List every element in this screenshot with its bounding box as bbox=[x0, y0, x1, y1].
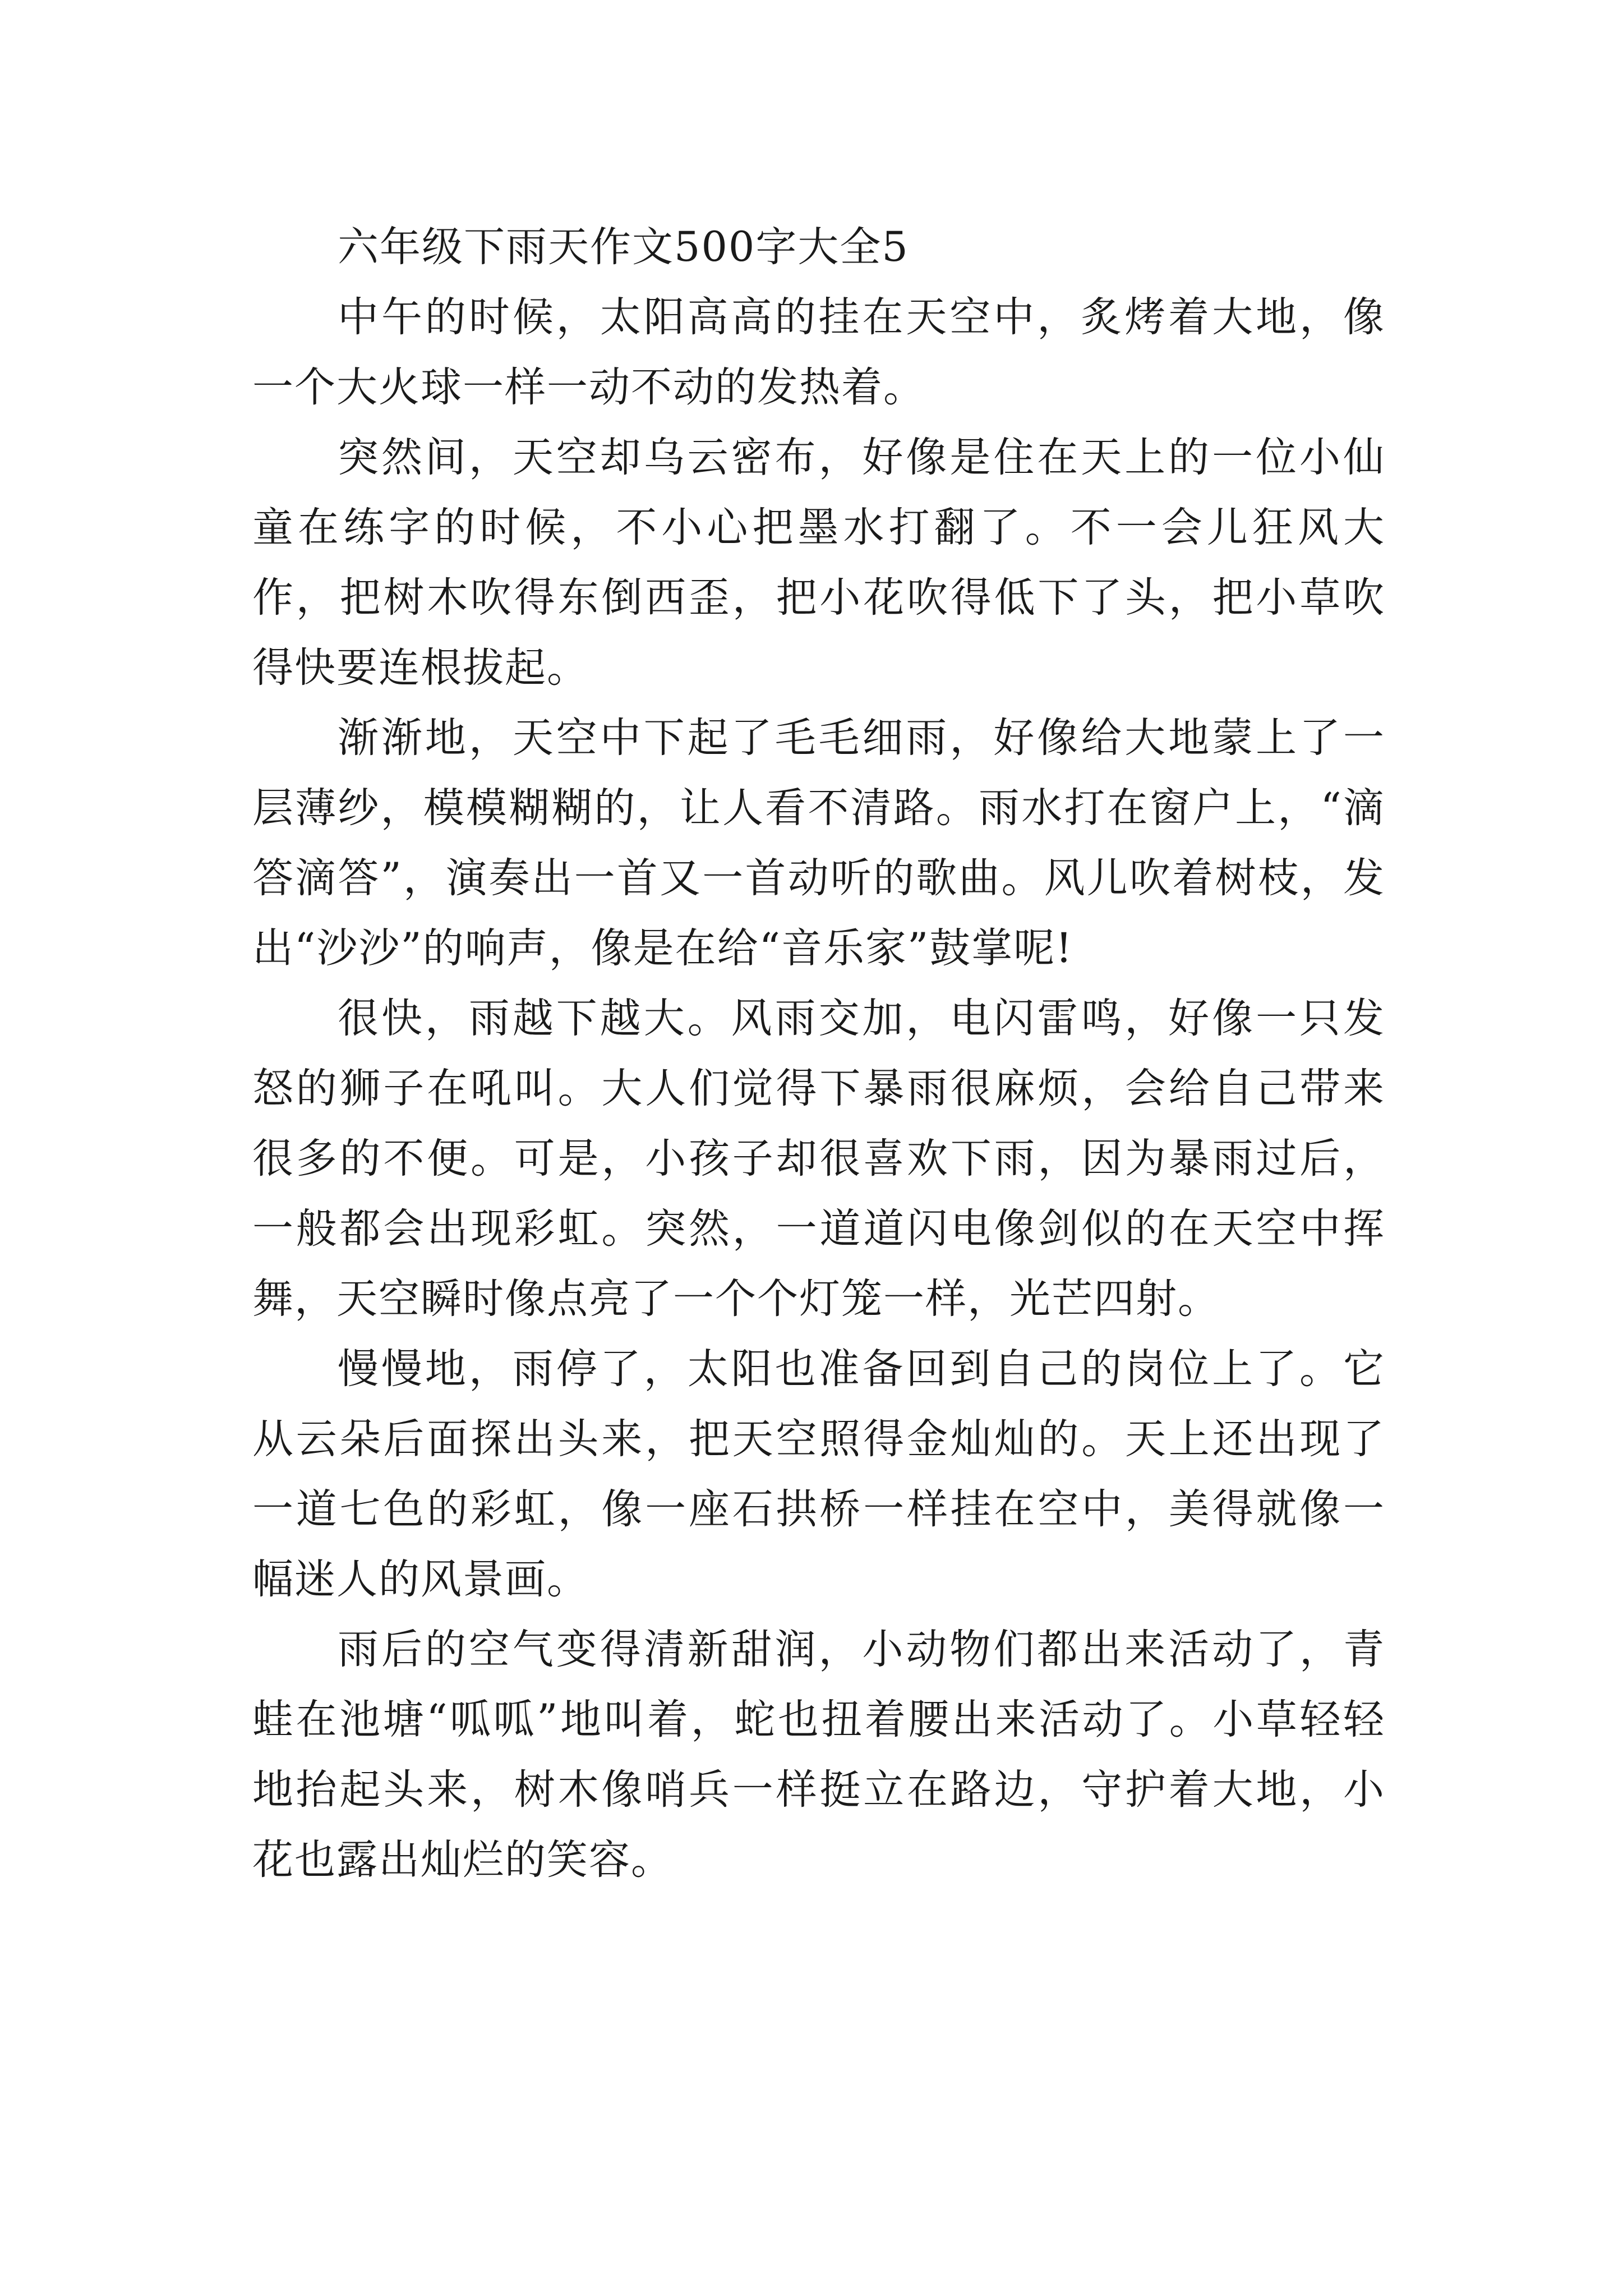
document-title: 六年级下雨天作文500字大全5 bbox=[338, 223, 909, 271]
document-body bbox=[252, 212, 1385, 1895]
paragraph: 慢慢地，雨停了，太阳也准备回到自己的岗位上了。它从云朵后面探出头来，把天空照得金灿灿的。天上还出现了一道七色的彩虹，像一座石拱桥一样挂在空中，美得就像一幅迷人的风景画。 bbox=[252, 1345, 1385, 1603]
paragraph: 中午的时候，太阳高高的挂在天空中，炙烤着大地，像一个大火球一样一动不动的发热着。 bbox=[252, 293, 1385, 411]
paragraph: 很快，雨越下越大。风雨交加，电闪雷鸣，好像一只发怒的狮子在吼叫。大人们觉得下暴雨很麻烦，会给自己带来很多的不便。可是，小孩子却很喜欢下雨，因为暴雨过后，一般都会出现彩虹。突然，一道道闪电像剑似的在天空中挥舞，天空瞬时像点亮了一个个灯笼一样，光芒四射。 bbox=[252, 995, 1385, 1323]
paragraph: 渐渐地，天空中下起了毛毛细雨，好像给大地蒙上了一层薄纱，模模糊糊的，让人看不清路。雨水打在窗户上，“滴答滴答”，演奏出一首又一首动听的歌曲。风儿吹着树枝，发出“沙沙”的响声，像是在给“音乐家”鼓掌呢! bbox=[252, 714, 1385, 972]
paragraph: 雨后的空气变得清新甜润，小动物们都出来活动了，青蛙在池塘“呱呱”地叫着，蛇也扭着腰出来活动了。小草轻轻地抬起头来，树木像哨兵一样挺立在路边，守护着大地，小花也露出灿烂的笑容。 bbox=[252, 1626, 1385, 1884]
paragraph: 突然间，天空却乌云密布，好像是住在天上的一位小仙童在练字的时候，不小心把墨水打翻了。不一会儿狂风大作，把树木吹得东倒西歪，把小花吹得低下了头，把小草吹得快要连根拔起。 bbox=[252, 434, 1385, 692]
